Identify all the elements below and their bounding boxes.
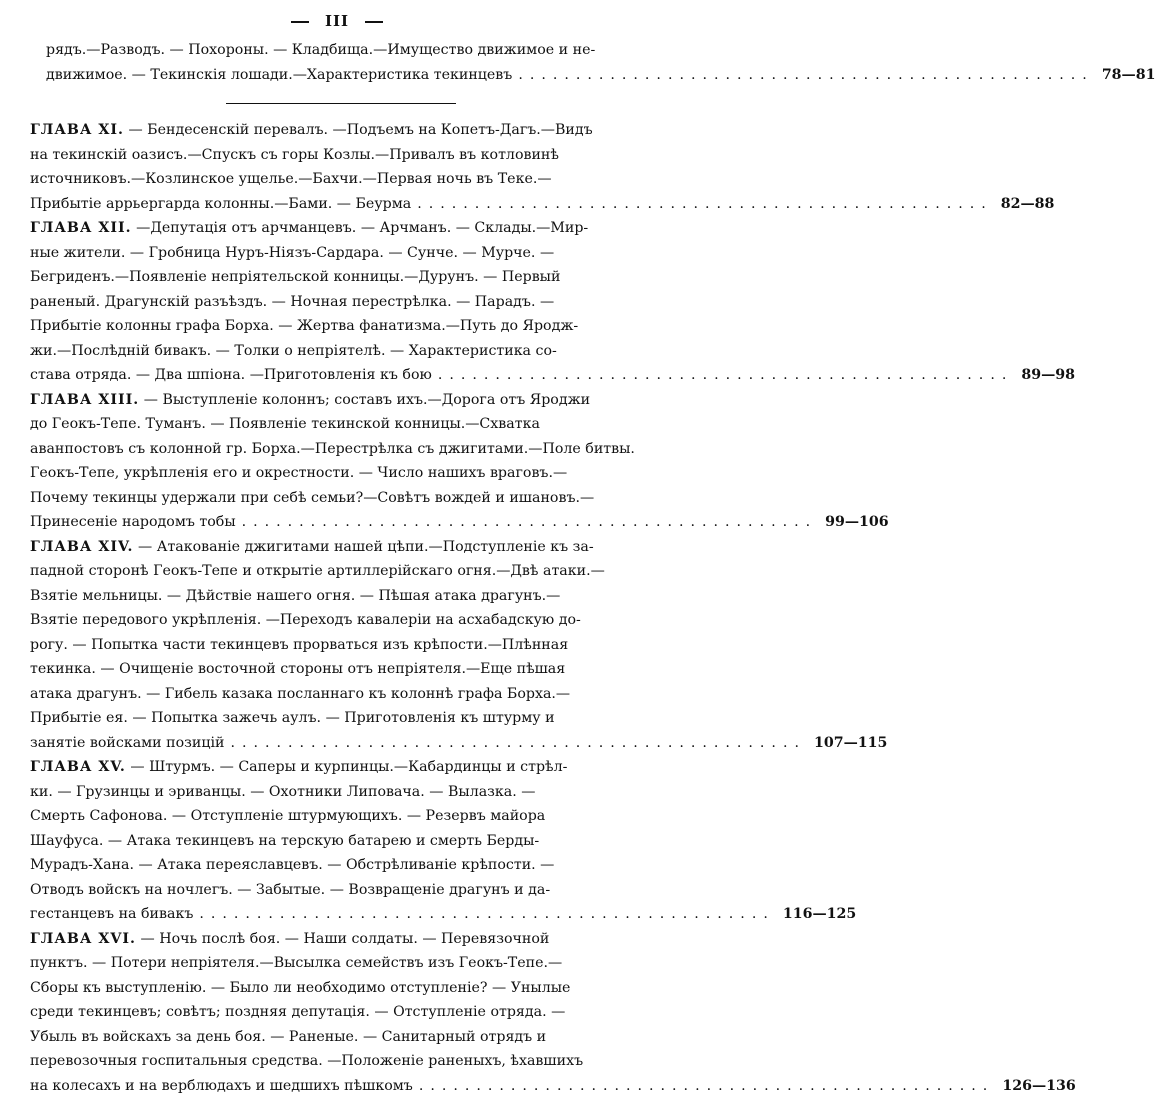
toc-line-body: Бегриденъ.—Появленіе непріятельской конницы.—Дурунъ. — Первый	[30, 269, 560, 285]
toc-line-body: — Ночь послѣ боя. — Наши солдаты. — Перевязочной	[141, 931, 550, 947]
toc-line	[30, 510, 658, 535]
toc-line-body: перевозочныя госпитальныя средства. —Положеніе раненыхъ, ѣхавшихъ	[30, 1053, 583, 1069]
table-of-contents	[16, 38, 658, 1098]
toc-line	[30, 755, 658, 780]
toc-line-text	[30, 294, 554, 310]
toc-line-text	[30, 833, 539, 849]
toc-line-body: среди текинцевъ; совѣтъ; поздняя депутація. — Отступленіе отряда. —	[30, 1004, 565, 1020]
toc-line-text	[30, 171, 552, 187]
toc-line	[30, 1074, 658, 1098]
page-range: 116—125	[775, 902, 856, 927]
toc-line-body: источниковъ.—Козлинское ущелье.—Бахчи.—Первая ночь въ Теке.—	[30, 171, 552, 187]
toc-line-body: рогу. — Попытка части текинцевъ прорваться изъ крѣпости.—Плѣнная	[30, 637, 568, 653]
toc-line-body: Геокъ-Тепе, укрѣпленія его и окрестности. — Число нашихъ враговъ.—	[30, 465, 567, 481]
toc-line	[30, 706, 658, 731]
toc-line	[30, 167, 658, 192]
toc-line-text	[30, 510, 236, 535]
toc-line	[30, 976, 658, 1001]
toc-line-body: става отряда. — Два шпіона. —Приготовленія къ бою	[30, 367, 432, 383]
toc-line-body: ки. — Грузинцы и эриванцы. — Охотники Липовача. — Вылазка. —	[30, 784, 535, 800]
chapter-label: ГЛАВА XV.	[30, 759, 126, 775]
toc-line-text	[30, 563, 605, 579]
toc-line	[30, 633, 658, 658]
toc-line-text	[30, 1004, 565, 1020]
toc-line	[46, 38, 658, 63]
toc-line-text	[30, 318, 578, 334]
toc-line-body: занятіе войсками позицій	[30, 735, 224, 751]
toc-entry	[46, 38, 658, 87]
separator-rule	[226, 103, 456, 104]
page-range: 107—115	[806, 731, 887, 756]
toc-line-text	[30, 808, 545, 824]
toc-line	[30, 584, 658, 609]
toc-line-text	[30, 122, 593, 138]
toc-line-text	[30, 220, 588, 236]
toc-line-text	[30, 245, 554, 261]
toc-line	[30, 388, 658, 413]
leader-dots: ..................................................	[432, 363, 1014, 388]
page-range: 89—98	[1013, 363, 1075, 388]
toc-line-body: — Бендесенскій перевалъ. —Подъемъ на Копетъ-Дагъ.—Видъ	[128, 122, 592, 138]
toc-line-text	[30, 1074, 413, 1098]
toc-line	[30, 290, 658, 315]
toc-line-text	[30, 759, 567, 775]
toc-line-body: Прибытіе аррьергарда колонны.—Бами. — Беурма	[30, 196, 411, 212]
toc-line	[30, 363, 658, 388]
toc-line	[30, 143, 658, 168]
toc-line	[30, 829, 658, 854]
leader-dots: ..................................................	[236, 510, 818, 535]
toc-line	[30, 951, 658, 976]
toc-line-text	[30, 363, 432, 388]
toc-entry	[30, 755, 658, 927]
toc-line-body: падной сторонѣ Геокъ-Тепе и открытіе артиллерійскаго огня.—Двѣ атаки.—	[30, 563, 605, 579]
toc-line-text	[30, 147, 559, 163]
toc-line-text	[30, 1053, 583, 1069]
toc-line-body: раненый. Драгунскій разъѣздъ. — Ночная перестрѣлка. — Парадъ. —	[30, 294, 554, 310]
toc-entry	[30, 927, 658, 1098]
toc-line	[30, 1049, 658, 1074]
toc-line	[30, 486, 658, 511]
toc-line-body: Прибытіе колонны графа Борха. — Жертва фанатизма.—Путь до Яродж-	[30, 318, 578, 334]
toc-line-text	[30, 1029, 546, 1045]
toc-line-body: Шауфуса. — Атака текинцевъ на терскую батарею и смерть Берды-	[30, 833, 539, 849]
toc-line	[30, 608, 658, 633]
toc-line-body: атака драгунъ. — Гибель казака посланнаго къ колоннѣ графа Борха.—	[30, 686, 570, 702]
toc-line-body: рядъ.—Разводъ. — Похороны. — Кладбища.—Имущество движимое и не-	[46, 42, 595, 58]
toc-line-text	[30, 269, 560, 285]
toc-line	[30, 216, 658, 241]
toc-line-body: аванпостовъ съ колонной гр. Борха.—Перестрѣлка съ джигитами.—Поле битвы.	[30, 441, 635, 457]
toc-line-text	[30, 980, 570, 996]
header-dash-right	[365, 21, 383, 23]
toc-line-body: Отводъ войскъ на ночлегъ. — Забытые. — Возвращеніе драгунъ и да-	[30, 882, 550, 898]
toc-line	[30, 412, 658, 437]
toc-line-text	[30, 931, 549, 947]
page-header	[16, 8, 658, 38]
page-range: 99—106	[817, 510, 889, 535]
toc-line	[30, 1000, 658, 1025]
chapter-label: ГЛАВА XIV.	[30, 539, 134, 555]
toc-entry	[30, 118, 658, 216]
toc-line-text	[30, 710, 555, 726]
toc-line	[30, 853, 658, 878]
toc-line	[30, 192, 658, 217]
toc-line-text	[30, 343, 557, 359]
toc-line-body: жи.—Послѣдній бивакъ. — Толки о непріятелѣ. — Характеристика со-	[30, 343, 557, 359]
toc-line-body: Почему текинцы удержали при себѣ семьи?—Совѣтъ вождей и ишановъ.—	[30, 490, 594, 506]
toc-line	[30, 535, 658, 560]
toc-line	[30, 682, 658, 707]
chapter-label: ГЛАВА XI.	[30, 122, 124, 138]
page-range: 126—136	[994, 1074, 1075, 1098]
toc-line-body: Прибытіе ея. — Попытка зажечь аулъ. — Приготовленія къ штурму и	[30, 710, 555, 726]
toc-line-text	[30, 490, 594, 506]
page-range: 82—88	[993, 192, 1055, 217]
toc-line-text	[30, 686, 570, 702]
toc-line-text	[30, 192, 411, 217]
toc-line	[30, 1025, 658, 1050]
toc-entry	[30, 388, 658, 535]
toc-line-text	[30, 637, 568, 653]
toc-line-text	[30, 902, 193, 927]
toc-line-text	[30, 465, 567, 481]
toc-line-body: —Депутація отъ арчманцевъ. — Арчманъ. — Склады.—Мир-	[136, 220, 588, 236]
toc-line-body: на колесахъ и на верблюдахъ и шедшихъ пѣшкомъ	[30, 1078, 413, 1094]
toc-line-body: пунктъ. — Потери непріятеля.—Высылка семействъ изъ Геокъ-Тепе.—	[30, 955, 562, 971]
leader-dots: ..................................................	[224, 731, 806, 756]
toc-line	[30, 118, 658, 143]
toc-line-text	[30, 539, 594, 555]
toc-line-text	[30, 955, 562, 971]
toc-line-body: Взятіе мельницы. — Дѣйствіе нашего огня. — Пѣшая атака драгунъ.—	[30, 588, 560, 604]
toc-line	[30, 314, 658, 339]
toc-line-body: Принесеніе народомъ тобы	[30, 514, 236, 530]
toc-line	[30, 657, 658, 682]
leader-dots: ..................................................	[512, 63, 1094, 88]
toc-line	[30, 437, 658, 462]
toc-line	[30, 265, 658, 290]
toc-line-text	[30, 441, 635, 457]
toc-line-text	[30, 392, 590, 408]
toc-line-body: Взятіе передового укрѣпленія. —Переходъ кавалеріи на асхабадскую до-	[30, 612, 581, 628]
leader-dots: ..................................................	[411, 192, 993, 217]
toc-entry	[30, 535, 658, 756]
toc-line-body: ные жители. — Гробница Нуръ-Ніязъ-Сардара. — Сунче. — Мурче. —	[30, 245, 554, 261]
toc-line-text	[30, 784, 535, 800]
toc-line	[30, 461, 658, 486]
toc-line-text	[30, 416, 540, 432]
toc-line-body: на текинскій оазисъ.—Спускъ съ горы Козлы.—Привалъ въ котловинѣ	[30, 147, 559, 163]
leader-dots: ..................................................	[413, 1074, 995, 1098]
toc-line-text	[46, 42, 595, 58]
chapter-label: ГЛАВА XVI.	[30, 931, 136, 947]
toc-line	[30, 731, 658, 756]
chapter-label: ГЛАВА XII.	[30, 220, 132, 236]
toc-line	[30, 902, 658, 927]
toc-entry	[30, 216, 658, 388]
toc-line-body: движимое. — Текинскія лошади.—Характеристика текинцевъ	[46, 67, 512, 83]
toc-line	[30, 339, 658, 364]
toc-line	[30, 804, 658, 829]
toc-line	[30, 780, 658, 805]
toc-line-text	[30, 588, 560, 604]
page-number: III	[325, 12, 349, 30]
toc-line-body: Убыль въ войскахъ за день боя. — Раненые. — Санитарный отрядъ и	[30, 1029, 546, 1045]
toc-line-body: текинка. — Очищеніе восточной стороны отъ непріятеля.—Еще пѣшая	[30, 661, 565, 677]
toc-line-body: — Атакованіе джигитами нашей цѣпи.—Подступленіе къ за-	[138, 539, 594, 555]
toc-line-body: — Штурмъ. — Саперы и курпинцы.—Кабардинцы и стрѣл-	[130, 759, 567, 775]
leader-dots: ..................................................	[193, 902, 775, 927]
toc-line-body: до Геокъ-Тепе. Туманъ. — Появленіе текинской конницы.—Схватка	[30, 416, 540, 432]
toc-line-body: Мурадъ-Хана. — Атака переяславцевъ. — Обстрѣливаніе крѣпости. —	[30, 857, 554, 873]
toc-line-text	[30, 731, 224, 756]
toc-line-text	[30, 661, 565, 677]
toc-line	[30, 559, 658, 584]
toc-line	[30, 878, 658, 903]
toc-line	[30, 927, 658, 952]
toc-line-body: Смерть Сафонова. — Отступленіе штурмующихъ. — Резервъ майора	[30, 808, 545, 824]
toc-line-body: — Выступленіе колоннъ; составъ ихъ.—Дорога отъ Ярoджи	[144, 392, 590, 408]
toc-line-body: Сборы къ выступленію. — Было ли необходимо отступленіе? — Унылые	[30, 980, 570, 996]
toc-line-text	[30, 612, 581, 628]
page-range: 78—81	[1094, 63, 1156, 88]
chapter-label: ГЛАВА XIII.	[30, 392, 139, 408]
toc-line-text	[30, 857, 554, 873]
toc-line	[30, 241, 658, 266]
toc-line-text	[46, 63, 512, 88]
toc-line-body: гестанцевъ на бивакъ	[30, 906, 193, 922]
toc-line-text	[30, 882, 550, 898]
header-dash-left	[291, 21, 309, 23]
toc-line	[46, 63, 658, 88]
